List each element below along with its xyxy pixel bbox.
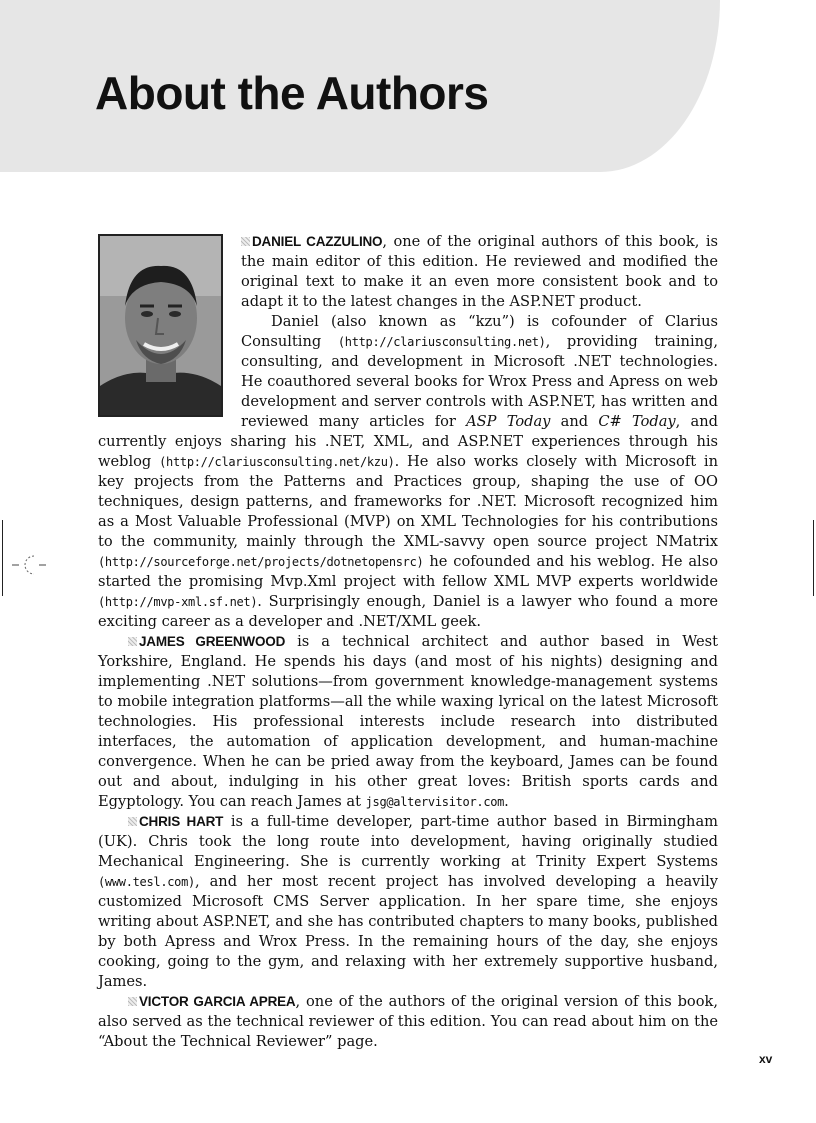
- publication-title: C# Today: [598, 413, 676, 430]
- author-photo: [98, 234, 223, 417]
- page-number: xv: [759, 1052, 773, 1066]
- author-bio-text: , one of the original authors of this book, is the main editor of this edition. He reviewed and modified the original text to make it an even more consistent book and to adapt it to the latest changes in the ASP.NET product.: [241, 233, 719, 310]
- bullet-square-icon: [128, 637, 137, 646]
- bio-text: . He also works closely with Microsoft in key projects from the Patterns and Practices group, shaping the use of OO techniques, design patterns, and frameworks for .NET. Microsoft recognized him as a Most Valuable Professional (MVP) on XML Technologies for his contributions to the community, mainly through the XML-savvy open source project NMatrix: [98, 453, 718, 550]
- bio-text: and: [550, 413, 599, 430]
- crop-mark-left: [2, 520, 3, 596]
- registration-mark-icon: [12, 552, 46, 578]
- author-bio-text: , and her most recent project has involved developing a heavily customized Microsoft CMS Server application. In her spare time, she enjoys writing about ASP.NET, and she has contributed chapters to many books, published by both Apress and Wrox Press. In the remaining hours of the day, she enjoys cooking, going to the gym, and relaxing with her extremely supportive husband, James.: [98, 873, 718, 990]
- author-bio-text: .: [504, 793, 509, 810]
- crop-mark-right: [813, 520, 814, 596]
- website-link[interactable]: (http://clariusconsulting.net): [337, 335, 546, 349]
- author-name: DANIEL CAZZULINO: [252, 234, 383, 249]
- bullet-square-icon: [241, 237, 250, 246]
- bullet-square-icon: [128, 997, 137, 1006]
- website-link[interactable]: (www.tesl.com): [98, 875, 195, 889]
- author-bio-text: is a full-time developer, part-time author based in Birmingham (UK). Chris took the long route into development, having originally studied Mechanical Engineering. She is currently working at Trinity Expert Systems: [98, 813, 718, 870]
- portrait-image: [100, 236, 221, 415]
- authors-content: [98, 232, 718, 1052]
- publication-title: ASP Today: [466, 413, 551, 430]
- bio-text: . Surprisingly enough, Daniel is a lawyer who found a more exciting career as a developer and .NET/XML geek.: [98, 593, 718, 630]
- bio-text: , providing training, consulting, and development in Microsoft .NET technologies. He coauthored several books for Wrox Press and Apress on web development and server controls with ASP.NET, has written and reviewed many articles for: [241, 333, 719, 430]
- chapter-title: About the Authors: [95, 67, 489, 119]
- author-bio-text: , one of the authors of the original version of this book, also served as the technical reviewer of this edition. You can read about him on the “About the Technical Reviewer” page.: [98, 993, 718, 1050]
- bio-text: he cofounded and his weblog. He also started the promising Mvp.Xml project with fellow XML MVP experts worldwide: [98, 553, 718, 590]
- author-bio-paragraph: [98, 992, 718, 1052]
- bio-text: Daniel (also known as “kzu”) is cofounder of Clarius Consulting: [241, 313, 718, 350]
- author-name: CHRIS HART: [139, 814, 224, 829]
- author-bio-text: is a technical architect and author based in West Yorkshire, England. He spends his days (and most of his nights) designing and implementing .NET solutions—from government knowledge-management systems to mobile integration platforms—all the while waxing lyrical on the latest Microsoft technologies. His professional interests include research into distributed interfaces, the automation of application development, and human-machine convergence. When he can be pried away from the keyboard, James can be found out and about, indulging in his other great loves: British sports cards and Egyptology. You can reach James at: [98, 633, 718, 810]
- email-link[interactable]: jsg@altervisitor.com: [365, 795, 505, 809]
- author-bio-paragraph: [98, 632, 718, 812]
- weblog-link[interactable]: (http://clariusconsulting.net/kzu): [159, 455, 395, 469]
- bio-text: , and currently enjoys sharing his .NET, XML, and ASP.NET experiences through his weblog: [98, 413, 718, 470]
- author-bio-paragraph: [98, 812, 718, 992]
- author-name: VICTOR GARCIA APREA: [139, 994, 296, 1009]
- project-link[interactable]: (http://sourceforge.net/projects/dotnetopensrc): [98, 555, 424, 569]
- project-link[interactable]: (http://mvp-xml.sf.net): [98, 595, 258, 609]
- bullet-square-icon: [128, 817, 137, 826]
- author-name: JAMES GREENWOOD: [139, 634, 286, 649]
